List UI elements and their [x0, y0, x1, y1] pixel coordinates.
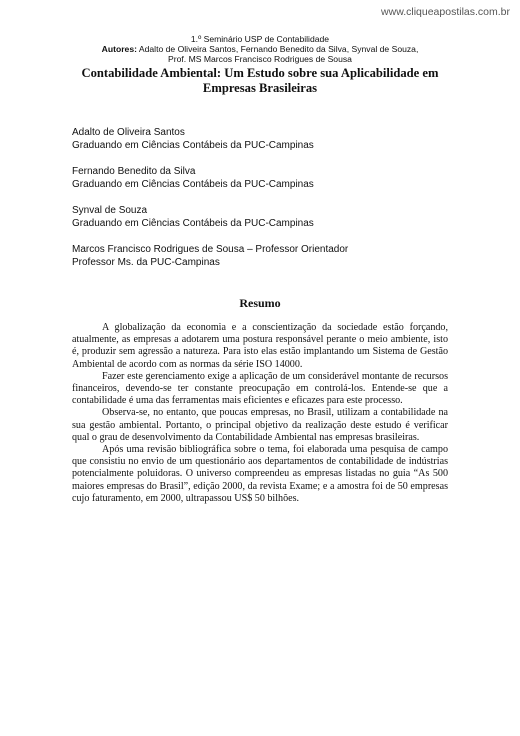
abstract-paragraph: Fazer este gerenciamento exige a aplicação de um considerável montante de recursos financeiros, devendo-se ter constante preocupação em controlá-los. Entende-se que a contabilidade é uma das ferramentas mais eficientes e eficazes para este processo. — [72, 370, 448, 407]
professor-line: Prof. MS Marcos Francisco Rodrigues de Sousa — [168, 54, 352, 64]
authors-label: Autores: — [101, 44, 137, 54]
authors-text: Adalto de Oliveira Santos, Fernando Benedito da Silva, Synval de Souza, — [136, 44, 419, 54]
abstract-body — [72, 322, 448, 505]
author-name: Adalto de Oliveira Santos — [72, 127, 185, 138]
author-name: Synval de Souza — [72, 205, 148, 216]
author-name: Marcos Francisco Rodrigues de Sousa – Professor Orientador — [72, 244, 349, 255]
seminar-line: 1.º Seminário USP de Contabilidade — [190, 34, 330, 44]
author-entry — [72, 204, 492, 230]
author-entry — [72, 126, 492, 152]
watermark[interactable]: www.cliqueapostilas.com.br — [381, 6, 510, 18]
abstract-paragraph: Observa-se, no entanto, que poucas empresas, no Brasil, utilizam a contabilidade na sua gestão ambiental. Portanto, o principal objetivo da realização deste estudo é verificar qual o grau de desenvolvimento da Contabilidade Ambiental nas empresas brasileiras. — [72, 407, 448, 443]
author-entry — [72, 243, 492, 269]
author-affiliation: Professor Ms. da PUC-Campinas — [72, 257, 220, 268]
author-affiliation: Graduando em Ciências Contábeis da PUC-Campinas — [72, 140, 314, 151]
author-affiliation: Graduando em Ciências Contábeis da PUC-Campinas — [72, 179, 314, 190]
author-affiliation: Graduando em Ciências Contábeis da PUC-Campinas — [72, 218, 314, 229]
abstract-heading: Resumo — [239, 296, 281, 310]
abstract-paragraph: A globalização da economia e a conscientização da sociedade estão forçando, atualmente, as empresas a adotarem uma postura responsável perante o meio ambiente, isto é, produzir sem agressão a natureza. Para isto elas estão implantando um Sistema de Gestão Ambiental de acordo com as normas da série ISO 14000. — [72, 322, 448, 370]
document-header — [0, 34, 520, 64]
author-entry — [72, 165, 492, 191]
paper-title: Contabilidade Ambiental: Um Estudo sobre sua Aplicabilidade em Empresas Brasileiras — [81, 66, 439, 95]
authors-line — [0, 44, 520, 54]
abstract-paragraph: Após uma revisão bibliográfica sobre o tema, foi elaborada uma pesquisa de campo que consistiu no envio de um questionário aos departamentos de contabilidade de indústrias potencialmente poluidoras. O universo compreendeu as empresas listadas no guia “As 500 maiores empresas do Brasil”, edição 2000, da revista Exame; e a amostra foi de 50 empresas cujo faturamento, em 2000, ultrapassou US$ 50 bilhões. — [72, 444, 448, 504]
author-name: Fernando Benedito da Silva — [72, 166, 196, 177]
author-list — [72, 126, 492, 282]
